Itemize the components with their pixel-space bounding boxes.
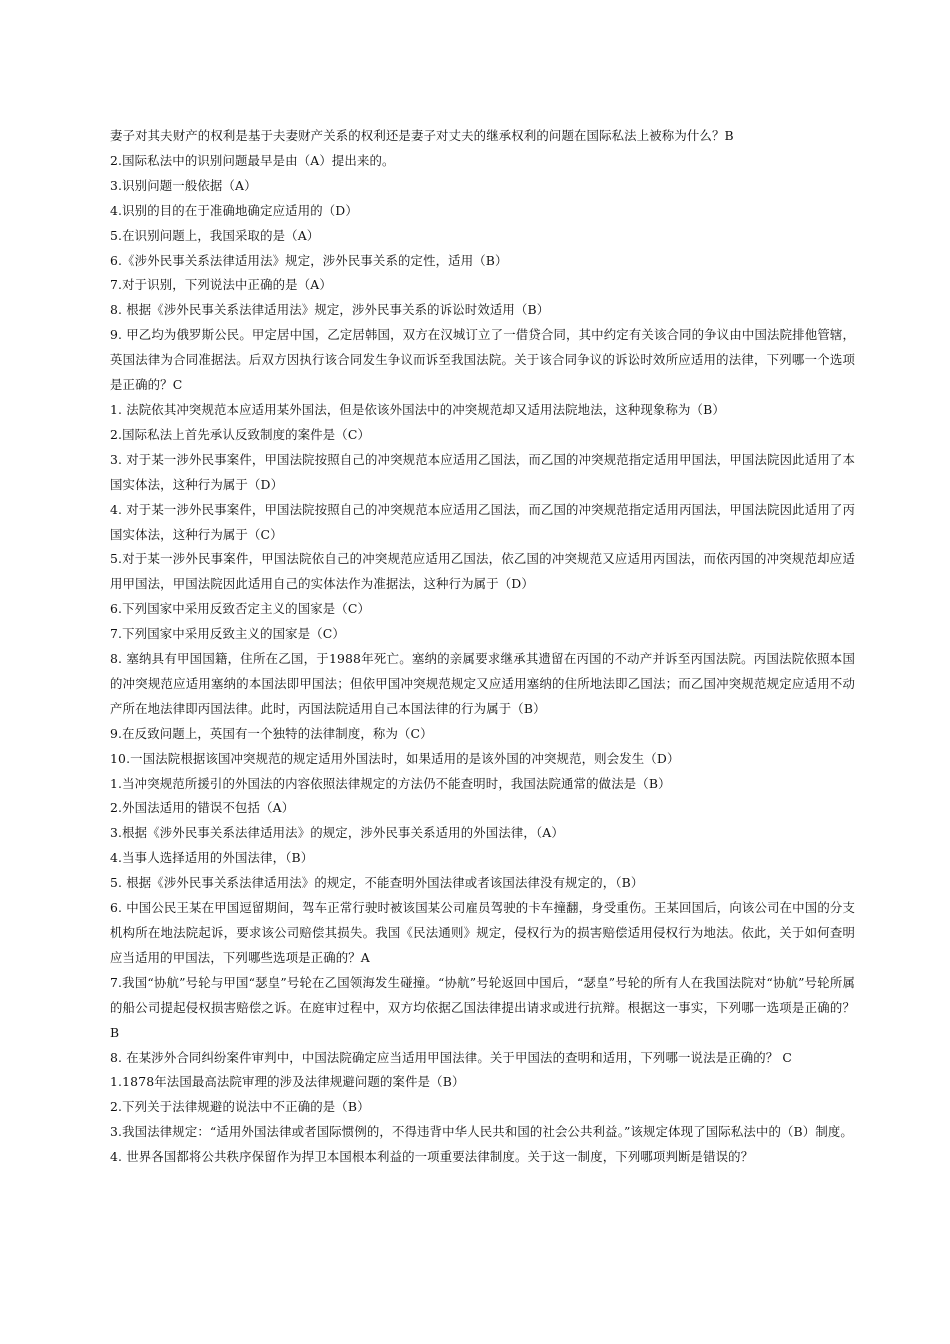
paragraph: 4.识别的目的在于准确地确定应适用的（D）	[110, 202, 358, 218]
paragraph: 5.对于某一涉外民事案件，甲国法院依自己的冲突规范应适用乙国法，依乙国的冲突规范又应适用丙国法，而依丙国的冲突规范却应适用甲国法，甲国法院因此适用自己的实体法作为准据法，这种行为属于（D）	[110, 551, 855, 592]
paragraph: 9.在反致问题上，英国有一个独特的法律制度，称为（C）	[110, 725, 433, 741]
paragraph: 1. 法院依其冲突规范本应适用某外国法，但是依该外国法中的冲突规范却又适用法院地法，这种现象称为（B）	[110, 401, 725, 417]
paragraph: 3. 对于某一涉外民事案件，甲国法院按照自己的冲突规范本应适用乙国法，而乙国的冲突规范指定适用甲国法，甲国法院因此适用了本国实体法，这种行为属于（D）	[110, 451, 855, 492]
paragraph: 6. 中国公民王某在甲国逗留期间，驾车正常行驶时被该国某公司雇员驾驶的卡车撞翻，身受重伤。王某回国后，向该公司在中国的分支机构所在地法院起诉，要求该公司赔偿其损失。我国《民法通则》规定，侵权行为的损害赔偿适用侵权行为地法。依此，关于如何查明应当适用的甲国法，下列哪些选项是正确的？A	[110, 900, 855, 965]
paragraph: 6.《涉外民事关系法律适用法》规定，涉外民事关系的定性，适用（B）	[110, 252, 508, 268]
paragraph: 4. 世界各国都将公共秩序保留作为捍卫本国根本利益的一项重要法律制度。关于这一制度，下列哪项判断是错误的？	[110, 1149, 754, 1165]
paragraph: 3.我国法律规定：“适用外国法律或者国际惯例的，不得违背中华人民共和国的社会公共利益。”该规定体现了国际私法中的（B）制度。	[110, 1124, 853, 1140]
paragraph: 2.外国法适用的错误不包括（A）	[110, 800, 295, 816]
paragraph: 2.国际私法中的识别问题最早是由（A）提出来的。	[110, 152, 395, 168]
paragraph: 3.根据《涉外民事关系法律适用法》的规定，涉外民事关系适用的外国法律，（A）	[110, 825, 564, 841]
paragraph: 8. 在某涉外合同纠纷案件审判中，中国法院确定应当适用甲国法律。关于甲国法的查明和适用，下列哪一说法是正确的？ C	[110, 1049, 793, 1065]
paragraph: 3.识别问题一般依据（A）	[110, 177, 257, 193]
paragraph: 6.下列国家中采用反致否定主义的国家是（C）	[110, 601, 371, 617]
paragraph: 2.国际私法上首先承认反致制度的案件是（C）	[110, 426, 371, 442]
paragraph: 10.一国法院根据该国冲突规范的规定适用外国法时，如果适用的是该外国的冲突规范，则会发生（D）	[110, 750, 680, 766]
paragraph: 1.1878年法国最高法院审理的涉及法律规避问题的案件是（B）	[110, 1074, 465, 1090]
document-body	[110, 124, 855, 1170]
paragraph: 7.对于识别，下列说法中正确的是（A）	[110, 277, 332, 293]
paragraph: 妻子对其夫财产的权利是基于夫妻财产关系的权利还是妻子对丈夫的继承权利的问题在国际私法上被称为什么？B	[110, 128, 734, 143]
paragraph: 2.下列关于法律规避的说法中不正确的是（B）	[110, 1099, 370, 1115]
paragraph: 7.我国“协航”号轮与甲国“瑟皇”号轮在乙国领海发生碰撞。“协航”号轮返回中国后，“瑟皇”号轮的所有人在我国法院对“协航”号轮所属的船公司提起侵权损害赔偿之诉。在庭审过程中，双方均依据乙国法律提出请求或进行抗辩。根据这一事实，下列哪一选项是正确的？B	[110, 974, 855, 1040]
paragraph: 7.下列国家中采用反致主义的国家是（C）	[110, 626, 345, 642]
paragraph: 5.在识别问题上，我国采取的是（A）	[110, 227, 320, 243]
paragraph: 9. 甲乙均为俄罗斯公民。甲定居中国，乙定居韩国，双方在汉城订立了一借贷合同，其中约定有关该合同的争议由中国法院排他管辖，英国法律为合同准据法。后双方因执行该合同发生争议而诉至我国法院。关于该合同争议的诉讼时效所应适用的法律，下列哪一个选项是正确的？C	[110, 327, 855, 393]
paragraph: 8. 根据《涉外民事关系法律适用法》规定，涉外民事关系的诉讼时效适用（B）	[110, 302, 550, 318]
paragraph: 8. 塞纳具有甲国国籍，住所在乙国，于1988年死亡。塞纳的亲属要求继承其遗留在丙国的不动产并诉至丙国法院。丙国法院依照本国的冲突规范应适用塞纳的本国法即甲国法；但依甲国冲突规范规定又应适用塞纳的住所地法即乙国法；而乙国冲突规范规定应适用不动产所在地法律即丙国法律。此时，丙国法院适用自己本国法律的行为属于（B）	[110, 651, 855, 716]
paragraph: 4.当事人选择适用的外国法律，（B）	[110, 850, 314, 866]
paragraph: 4. 对于某一涉外民事案件，甲国法院按照自己的冲突规范本应适用乙国法，而乙国的冲突规范指定适用丙国法，甲国法院因此适用了丙国实体法，这种行为属于（C）	[110, 501, 855, 542]
paragraph: 1.当冲突规范所援引的外国法的内容依照法律规定的方法仍不能查明时，我国法院通常的做法是（B）	[110, 775, 671, 791]
paragraph: 5. 根据《涉外民事关系法律适用法》的规定，不能查明外国法律或者该国法律没有规定的，（B）	[110, 875, 644, 891]
